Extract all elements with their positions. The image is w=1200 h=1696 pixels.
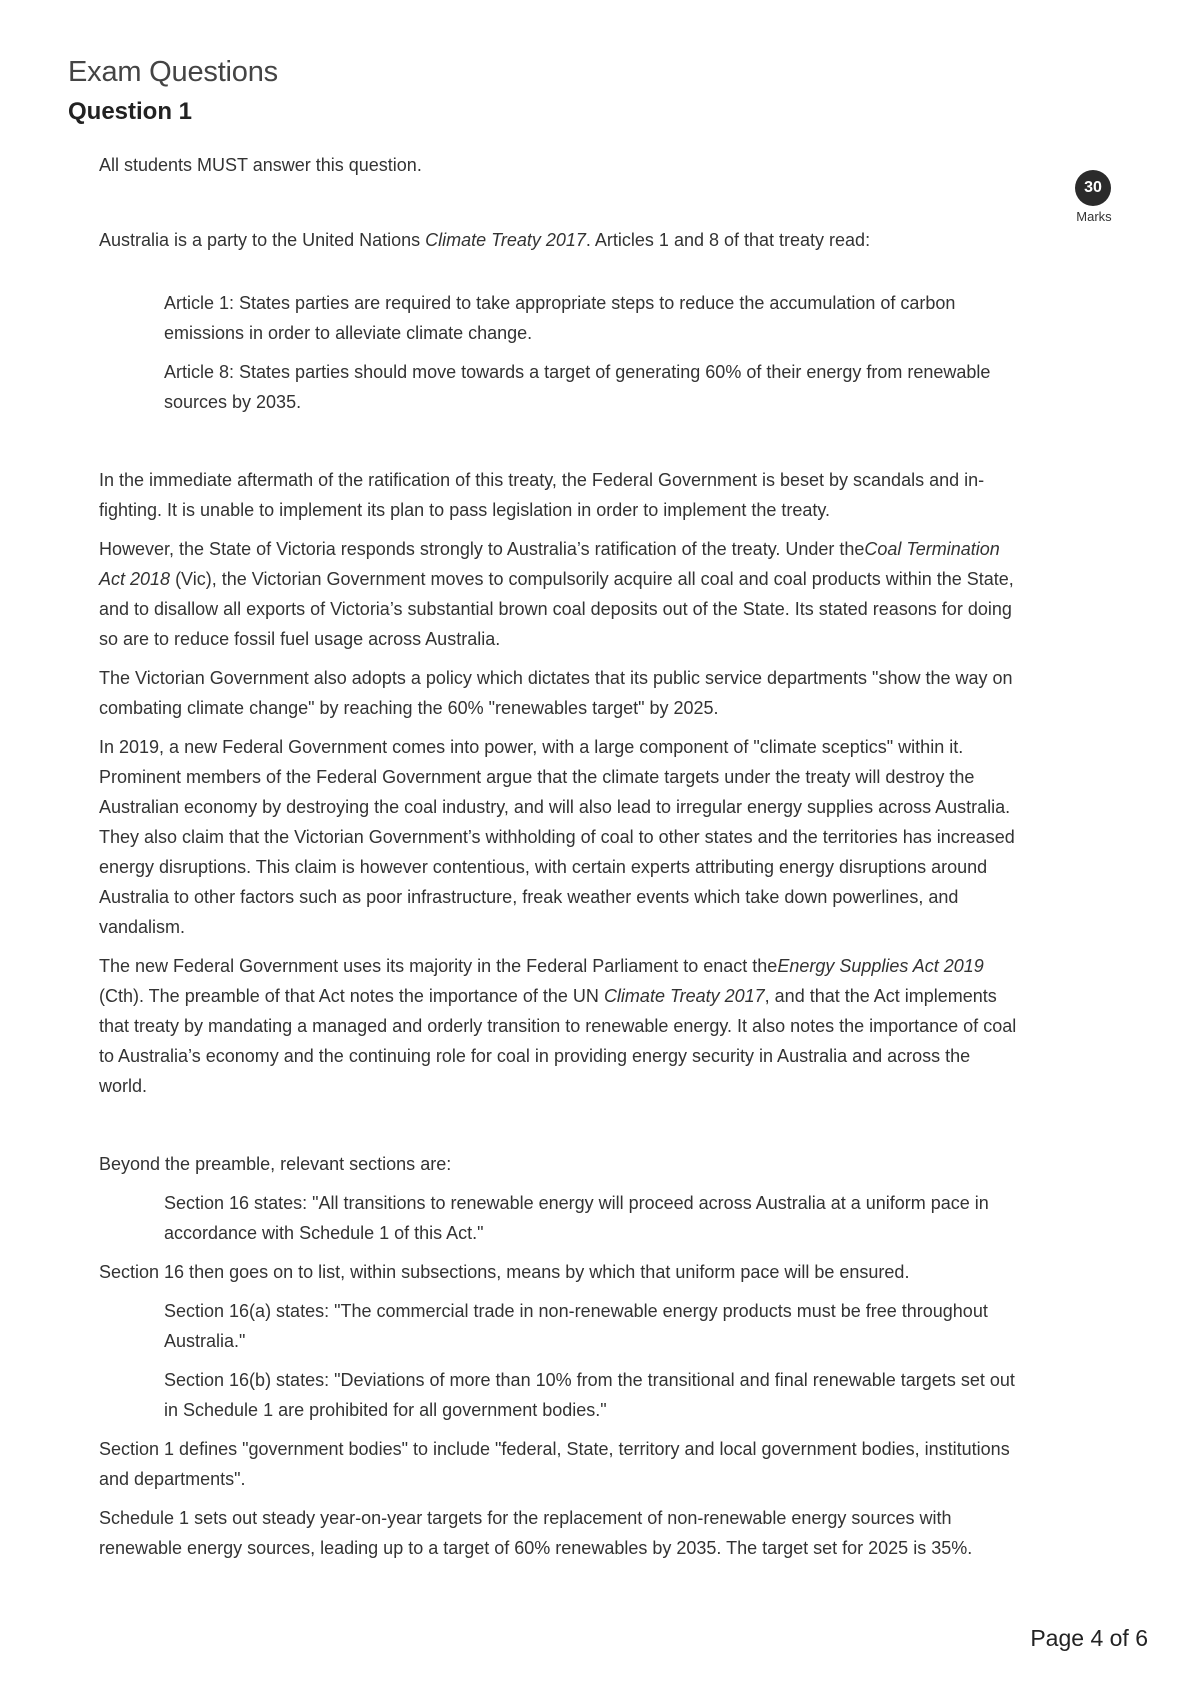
paragraph-victoria: However, the State of Victoria responds strongly to Australia’s ratification of the treaty. Under theCoal Termination Act 2018 (Vic), the Victorian Government moves to compulsorily acquire all coal and coal products within the State, and to disallow all exports of Victoria’s substantial brown coal deposits out of the State. Its stated reasons for doing so are to reduce fossil fuel usage across Australia. [99,539,1014,649]
section-16a: Section 16(a) states: "The commercial trade in non-renewable energy products must be free throughout Australia." [164,1301,988,1351]
marks-label: Marks [1076,209,1112,224]
paragraph-aftermath: In the immediate aftermath of the ratification of this treaty, the Federal Government is beset by scandals and in-fighting. It is unable to implement its plan to pass legislation in order to implement the treaty. [99,470,985,520]
paragraph-energy-act: The new Federal Government uses its majority in the Federal Parliament to enact theEnergy Supplies Act 2019 (Cth). The preamble of that Act notes the importance of the UN Climate Treaty 2017, and that the Act implements that treaty by mandating a managed and orderly transition to renewable energy. It also notes the importance of coal to Australia’s economy and the continuing role for coal in providing energy security in Australia and across the world. [99,956,1017,1096]
page-number: Page 4 of 6 [1030,1625,1148,1651]
paragraph-new-government: In 2019, a new Federal Government comes into power, with a large component of "climate sceptics" within it. Prominent members of the Federal Government argue that the climate targets under the treaty will destroy the Australian economy by destroying the coal industry, and will also lead to irregular energy supplies across Australia. They also claim that the Victorian Government’s withholding of coal to other states and the territories has increased energy disruptions. This claim is however contentious, with certain experts attributing energy disruptions around Australia to other factors such as poor infrastructure, freak weather events which take down powerlines, and vandalism. [99,737,1015,937]
instruction-text: All students MUST answer this question. [99,155,422,175]
article-1: Article 1: States parties are required to take appropriate steps to reduce the accumulation of carbon emissions in order to alleviate climate change. [164,293,956,343]
paragraph-preamble: Beyond the preamble, relevant sections are: [99,1154,452,1174]
paragraph-policy: The Victorian Government also adopts a policy which dictates that its public service departments "show the way on combating climate change" by reaching the 60% "renewables target" by 2025. [99,668,1013,718]
section-16: Section 16 states: "All transitions to renewable energy will proceed across Australia at a uniform pace in accordance with Schedule 1 of this Act." [164,1193,989,1243]
section-1-definition: Section 1 defines "government bodies" to include "federal, State, territory and local government bodies, institutions and departments". [99,1439,1010,1489]
schedule-1-text: Schedule 1 sets out steady year-on-year targets for the replacement of non-renewable energy sources with renewable energy sources, leading up to a target of 60% renewables by 2035. The target set for 2025 is 35%. [99,1508,973,1558]
section-16b: Section 16(b) states: "Deviations of more than 10% from the transitional and final renewable targets set out in Schedule 1 are prohibited for all government bodies." [164,1370,1015,1420]
question-title: Question 1 [68,98,193,125]
page-title: Exam Questions [68,56,278,88]
question-body [99,150,1019,1563]
article-8: Article 8: States parties should move towards a target of generating 60% of their energy from renewable sources by 2035. [164,362,991,412]
treaty-intro: Australia is a party to the United Nations Climate Treaty 2017. Articles 1 and 8 of that treaty read: [99,230,871,250]
marks-badge: 30 [1075,170,1111,206]
paragraph-subsections: Section 16 then goes on to list, within subsections, means by which that uniform pace will be ensured. [99,1262,910,1282]
